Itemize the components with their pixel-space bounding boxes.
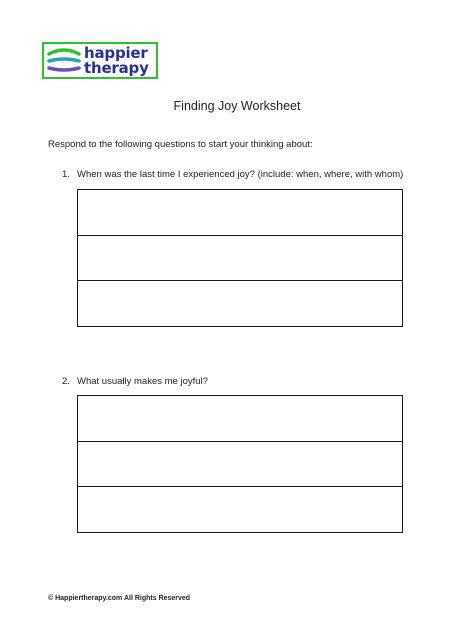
logo-text-therapy: therapy [84,59,149,77]
question-2 [62,376,208,387]
wave-logo-icon [47,47,81,76]
answer-divider [78,486,402,487]
worksheet-title: Finding Joy Worksheet [173,99,301,113]
question-1 [62,169,403,180]
logo-text-happier: happier [84,44,148,62]
happier-therapy-logo [42,42,158,79]
question-number: 2. [62,376,70,387]
question-number: 1. [62,169,70,180]
answer-divider [78,441,402,442]
answer-box-2[interactable] [77,395,403,533]
answer-box-1[interactable] [77,189,403,327]
intro-text: Respond to the following questions to start your thinking about: [48,139,313,150]
answer-divider [78,235,402,236]
question-text: What usually makes me joyful? [77,376,208,387]
answer-divider [78,280,402,281]
question-text: When was the last time I experienced joy? (include: when, where, with whom) [77,169,404,180]
copyright-footer: © Happiertherapy.com All Rights Reserved [48,595,191,602]
